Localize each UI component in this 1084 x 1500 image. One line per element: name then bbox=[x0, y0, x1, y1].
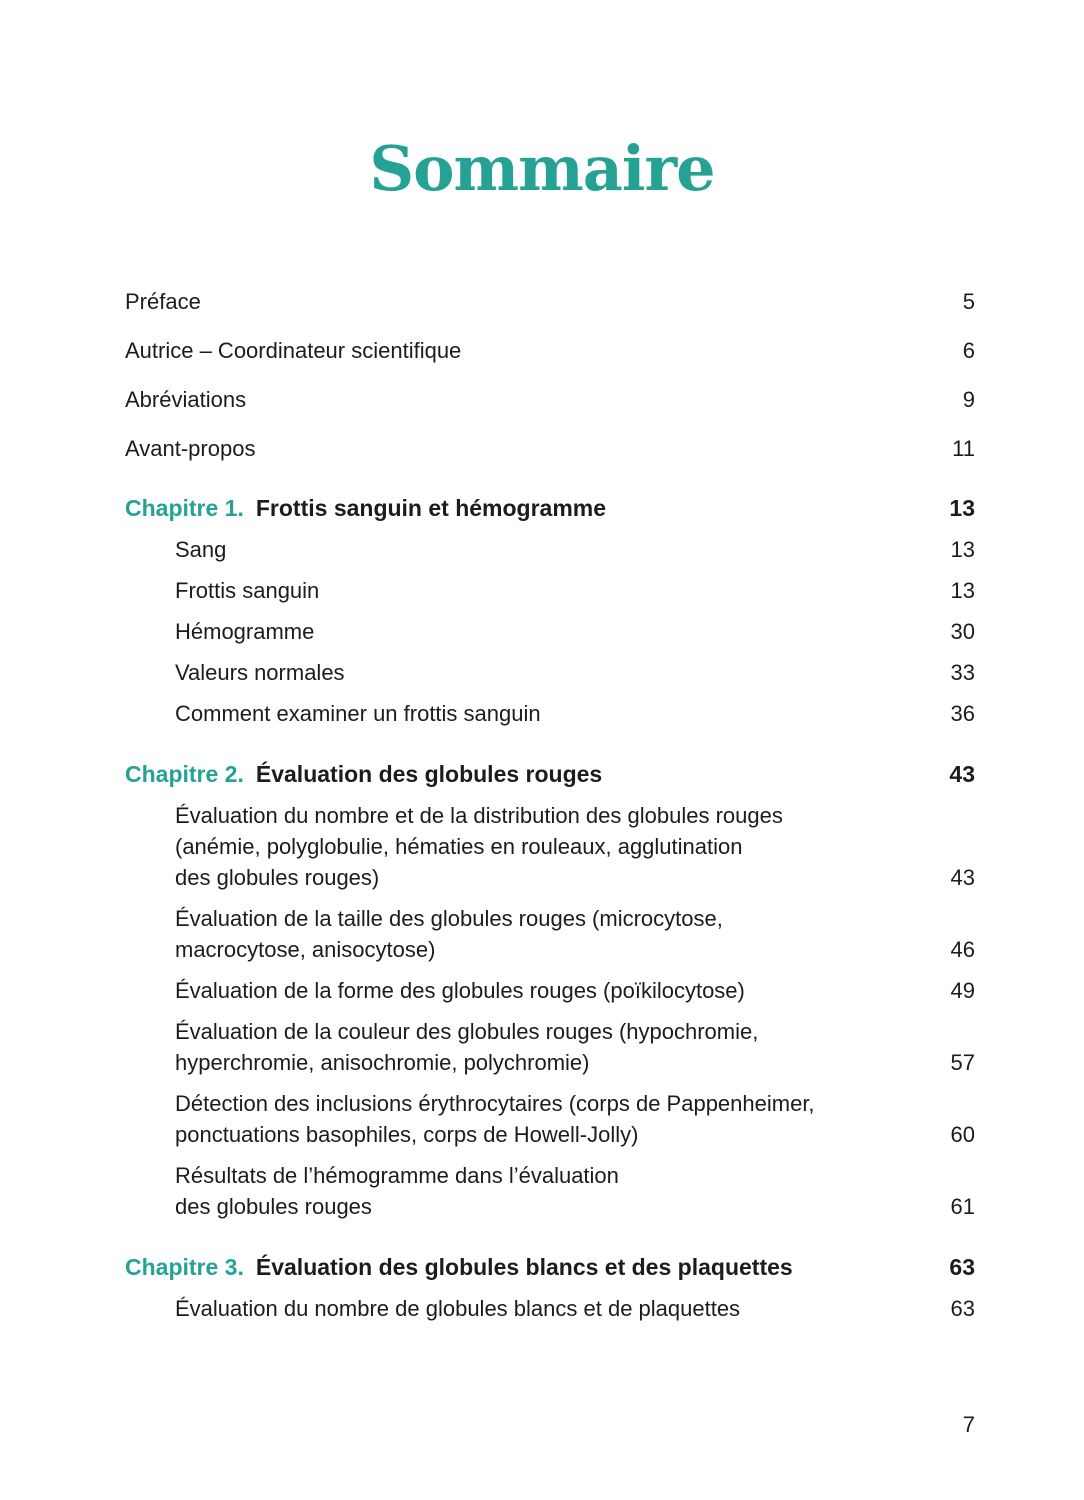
toc-entry bbox=[125, 1293, 975, 1324]
toc-entry-label bbox=[175, 975, 935, 1006]
toc-entry-line: Hémogramme bbox=[175, 619, 315, 644]
toc-entry-label bbox=[175, 1088, 935, 1150]
toc-entry-label: Avant-propos bbox=[125, 436, 256, 461]
chapter-title-wrap bbox=[256, 1252, 934, 1282]
toc-entry-page: 9 bbox=[962, 387, 975, 412]
toc-entry-page: 13 bbox=[950, 537, 975, 562]
toc-entry-page: 46 bbox=[950, 937, 975, 962]
toc-entry bbox=[125, 800, 975, 893]
toc-entry-page: 43 bbox=[950, 865, 975, 890]
toc-entry-page: 5 bbox=[962, 289, 975, 314]
chapter-heading bbox=[125, 493, 975, 523]
chapter-number: Chapitre 1. bbox=[125, 495, 244, 521]
table-of-contents bbox=[125, 288, 975, 1334]
toc-entry-line: Détection des inclusions érythrocytaires (corps de Pappenheimer, bbox=[175, 1091, 815, 1116]
toc-entry-page: 49 bbox=[950, 978, 975, 1003]
toc-entry-label bbox=[175, 616, 935, 647]
folio-page-number: 7 bbox=[962, 1412, 975, 1437]
toc-entry-label bbox=[175, 1160, 935, 1222]
toc-entry-label bbox=[175, 1293, 935, 1324]
toc-entry bbox=[125, 903, 975, 965]
toc-entry-page: 57 bbox=[950, 1050, 975, 1075]
chapter-title: Évaluation des globules rouges bbox=[255, 761, 603, 787]
toc-entry-page: 61 bbox=[950, 1194, 975, 1219]
chapter-heading bbox=[125, 759, 975, 789]
page-title: Sommaire bbox=[369, 132, 715, 205]
chapter-title-wrap bbox=[256, 493, 934, 523]
toc-entry-line: des globules rouges bbox=[175, 1194, 372, 1219]
chapter-page: 43 bbox=[949, 761, 975, 787]
chapter-title-wrap bbox=[256, 759, 934, 789]
toc-entry bbox=[125, 337, 975, 365]
chapter-block bbox=[125, 1252, 975, 1324]
toc-entry-line: Évaluation de la taille des globules rouges (microcytose, bbox=[175, 906, 723, 931]
chapter-number: Chapitre 2. bbox=[125, 761, 244, 787]
toc-entry-label bbox=[175, 575, 935, 606]
chapter-title: Évaluation des globules blancs et des plaquettes bbox=[255, 1254, 793, 1280]
toc-entry-line: Évaluation de la forme des globules rouges (poïkilocytose) bbox=[175, 978, 745, 1003]
toc-entry bbox=[125, 616, 975, 647]
chapter-page: 63 bbox=[949, 1254, 975, 1280]
toc-entry-page: 30 bbox=[950, 619, 975, 644]
toc-entry bbox=[125, 386, 975, 414]
chapter-heading bbox=[125, 1252, 975, 1282]
toc-entry bbox=[125, 975, 975, 1006]
chapter-page: 13 bbox=[949, 495, 975, 521]
toc-entry-line: Évaluation de la couleur des globules rouges (hypochromie, bbox=[175, 1019, 759, 1044]
toc-entry-label: Autrice – Coordinateur scientifique bbox=[125, 338, 462, 363]
toc-entry-label bbox=[175, 800, 935, 893]
chapter-number: Chapitre 3. bbox=[125, 1254, 244, 1280]
toc-entry-line: Comment examiner un frottis sanguin bbox=[175, 701, 541, 726]
toc-entry bbox=[125, 657, 975, 688]
toc-entry bbox=[125, 1160, 975, 1222]
toc-entry-label bbox=[175, 903, 935, 965]
toc-entry-page: 60 bbox=[950, 1122, 975, 1147]
toc-entry-page: 6 bbox=[962, 338, 975, 363]
toc-entry-line: Valeurs normales bbox=[175, 660, 345, 685]
toc-entry-page: 63 bbox=[950, 1296, 975, 1321]
toc-entry bbox=[125, 534, 975, 565]
toc-entry bbox=[125, 698, 975, 729]
toc-entry-line: hyperchromie, anisochromie, polychromie) bbox=[175, 1050, 590, 1075]
toc-entry-label: Abréviations bbox=[125, 387, 247, 412]
toc-entry-label bbox=[175, 1016, 935, 1078]
toc-entry-line: ponctuations basophiles, corps de Howell-Jolly) bbox=[175, 1122, 639, 1147]
toc-entry-label bbox=[175, 534, 935, 565]
toc-entry-label bbox=[175, 698, 935, 729]
chapters bbox=[125, 493, 975, 1324]
front-matter bbox=[125, 288, 975, 463]
toc-entry-line: Évaluation du nombre et de la distribution des globules rouges bbox=[175, 803, 783, 828]
chapter-block bbox=[125, 493, 975, 729]
toc-entry-page: 33 bbox=[950, 660, 975, 685]
toc-entry-line: (anémie, polyglobulie, hématies en rouleaux, agglutination bbox=[175, 834, 743, 859]
toc-entry-line: macrocytose, anisocytose) bbox=[175, 937, 436, 962]
toc-entry-line: Résultats de l’hémogramme dans l’évaluation bbox=[175, 1163, 619, 1188]
chapter-block bbox=[125, 759, 975, 1222]
toc-entry bbox=[125, 1016, 975, 1078]
chapter-title: Frottis sanguin et hémogramme bbox=[255, 495, 607, 521]
toc-entry bbox=[125, 435, 975, 463]
toc-entry-page: 13 bbox=[950, 578, 975, 603]
toc-entry-line: Frottis sanguin bbox=[175, 578, 320, 603]
toc-entry bbox=[125, 1088, 975, 1150]
toc-entry-label: Préface bbox=[125, 289, 201, 314]
toc-entry-line: des globules rouges) bbox=[175, 865, 380, 890]
toc-entry-page: 36 bbox=[950, 701, 975, 726]
toc-entry-line: Sang bbox=[175, 537, 227, 562]
toc-entry bbox=[125, 575, 975, 606]
toc-entry bbox=[125, 288, 975, 316]
toc-entry-label bbox=[175, 657, 935, 688]
toc-entry-line: Évaluation du nombre de globules blancs et de plaquettes bbox=[175, 1296, 741, 1321]
toc-entry-page: 11 bbox=[952, 436, 975, 461]
